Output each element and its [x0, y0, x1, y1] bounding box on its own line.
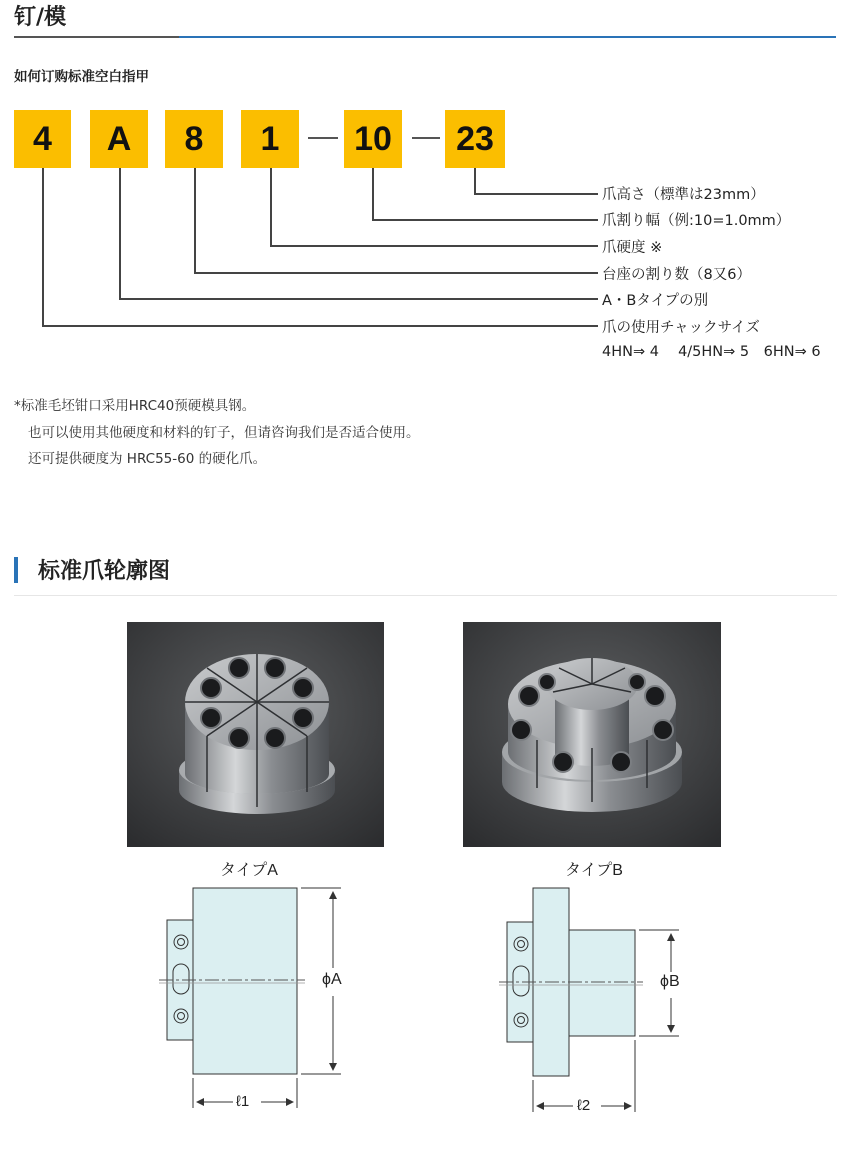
desc-type: A・Bタイプの別 [602, 293, 709, 309]
leader-line [194, 168, 196, 273]
code-separator [308, 137, 338, 139]
type-b-diameter-label: ϕB [660, 973, 680, 990]
type-a-length-label: ℓ1 [236, 1093, 250, 1110]
code-box-jaw-height: 23 [445, 110, 505, 168]
order-guide-heading: 如何订购标准空白指甲 [14, 69, 149, 85]
desc-chuck-size-mapping: 4HN⇒ 4 4/5HN⇒ 5 6HN⇒ 6 [602, 344, 821, 360]
leader-line [119, 298, 598, 300]
note-material: *标准毛坯钳口采用HRC40预硬模具钢。 [14, 398, 256, 414]
code-box-chuck-size: 4 [14, 110, 71, 168]
desc-chuck-size: 爪の使用チャックサイズ [602, 320, 760, 336]
code-separator [412, 137, 440, 139]
page-title: 钉/模 [14, 5, 67, 30]
type-b-profile-diagram [495, 880, 705, 1120]
note-hardened: 还可提供硬度为 HRC55-60 的硬化爪。 [28, 451, 267, 467]
type-b-label: タイプB [565, 862, 623, 879]
desc-hardness: 爪硬度 ※ [602, 240, 663, 256]
desc-base-divisions: 台座の割り数（8又6） [602, 267, 751, 283]
leader-line [119, 168, 121, 299]
leader-line [194, 272, 598, 274]
leader-line [42, 325, 598, 327]
leader-line [270, 168, 272, 246]
section-title: 标准爪轮廓图 [38, 559, 171, 584]
leader-line [474, 193, 598, 195]
section-divider [14, 595, 837, 596]
title-divider-accent [179, 36, 836, 38]
type-b-length-label: ℓ2 [577, 1097, 591, 1114]
code-box-base-divisions: 8 [165, 110, 223, 168]
code-box-hardness: 1 [241, 110, 299, 168]
title-divider [14, 36, 179, 38]
code-box-split-width: 10 [344, 110, 402, 168]
code-box-type: A [90, 110, 148, 168]
note-other-materials: 也可以使用其他硬度和材料的钉子，但请咨询我们是否适合使用。 [28, 425, 420, 441]
type-a-profile-diagram [155, 880, 365, 1120]
type-a-photo [127, 622, 384, 847]
type-a-diameter-label: ϕA [322, 971, 342, 988]
type-a-label: タイプA [220, 862, 278, 879]
section-marker [14, 557, 18, 583]
leader-line [474, 168, 476, 194]
type-b-photo [463, 622, 721, 847]
leader-line [270, 245, 598, 247]
leader-line [372, 219, 598, 221]
desc-split-width: 爪割り幅（例:10=1.0mm） [602, 213, 791, 229]
desc-jaw-height: 爪高さ（標準は23mm） [602, 187, 765, 203]
leader-line [42, 168, 44, 326]
leader-line [372, 168, 374, 220]
